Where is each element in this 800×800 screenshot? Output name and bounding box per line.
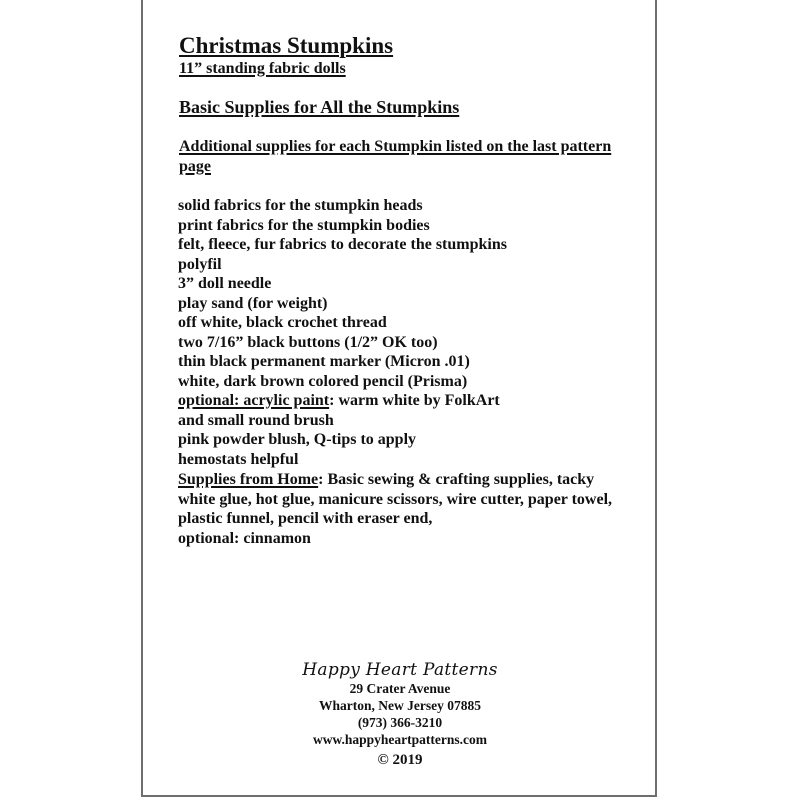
list-item: and small round brush xyxy=(178,411,334,429)
address-street: 29 Crater Avenue xyxy=(349,681,451,696)
phone-number: (973) 366-3210 xyxy=(357,715,443,730)
page-title: Christmas Stumpkins xyxy=(179,33,394,58)
list-item: thin black permanent marker (Micron .01) xyxy=(178,353,470,370)
list-item: two 7/16” black buttons (1/2” OK too) xyxy=(178,333,438,351)
list-item: solid fabrics for the stumpkin heads xyxy=(178,197,423,214)
page-subtitle: 11” standing fabric dolls xyxy=(179,60,346,77)
list-item: play sand (for weight) xyxy=(178,294,328,312)
list-item: print fabrics for the stumpkin bodies xyxy=(178,216,430,234)
brand-name: Happy Heart Patterns xyxy=(302,660,498,680)
website: www.happyheartpatterns.com xyxy=(313,732,487,747)
additional-supplies-heading: Additional supplies for each Stumpkin listed on the last pattern page xyxy=(179,138,612,175)
optional-paint-label: optional: acrylic paint xyxy=(178,392,330,409)
list-item: 3” doll needle xyxy=(178,275,272,292)
home-supplies xyxy=(178,470,618,548)
optional-paint-text: : warm white by FolkArt xyxy=(329,392,500,409)
copyright: © 2019 xyxy=(377,752,423,768)
list-item: hemostats helpful xyxy=(178,450,299,468)
home-supplies-optional: optional: cinnamon xyxy=(178,529,311,547)
list-item-optional-paint xyxy=(178,391,507,411)
home-supplies-label: Supplies from Home xyxy=(178,471,319,488)
list-item: pink powder blush, Q-tips to apply xyxy=(178,431,417,448)
list-item: off white, black crochet thread xyxy=(178,314,387,331)
list-item: white, dark brown colored pencil (Prisma) xyxy=(178,372,468,390)
list-item: polyfil xyxy=(178,255,222,273)
supply-list xyxy=(178,196,507,469)
basic-supplies-heading: Basic Supplies for All the Stumpkins xyxy=(179,97,460,117)
home-supplies-text: : Basic sewing & crafting supplies, tacky white glue, hot glue, manicure scissors, wire cutter, paper towel, plastic funnel, pencil with eraser end, xyxy=(178,471,613,527)
address-city: Wharton, New Jersey 07885 xyxy=(319,698,481,713)
list-item: felt, fleece, fur fabrics to decorate the stumpkins xyxy=(178,236,507,253)
publisher-info xyxy=(280,660,520,770)
